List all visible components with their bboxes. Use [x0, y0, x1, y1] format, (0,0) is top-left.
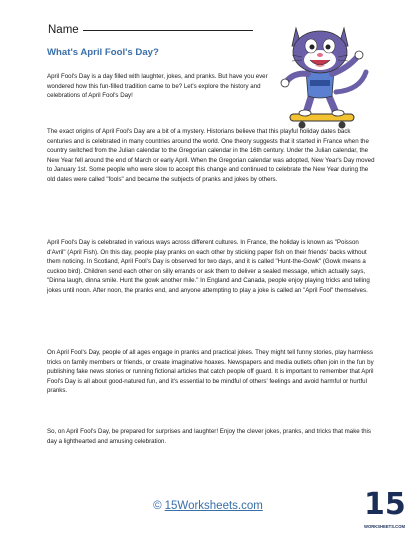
skateboarding-cat-icon: [262, 10, 382, 130]
site-logo: [364, 488, 404, 534]
footer-site-link[interactable]: 15Worksheets.com: [164, 500, 263, 512]
paragraph-pranks: On April Fool's Day, people of all ages engage in pranks and practical jokes. They might tell funny stories, play harmless tricks on family members or friends, or create imaginative hoaxes. Newspapers and media outlets often join in the fun by publishing fake news stories or running fictional articles that catch people off guard. It is important to remember that April Fool's Day is all about good-natured fun, and it's essential to be mindful of others' feelings and avoid harmful or hurtful pranks.: [47, 349, 374, 395]
page-title: What's April Fool's Day?: [47, 47, 159, 58]
name-field[interactable]: [48, 24, 253, 36]
name-label: Name: [48, 24, 79, 36]
copyright-symbol: ©: [153, 500, 162, 512]
paragraph-origins: The exact origins of April Fool's Day are a bit of a mystery. Historians believe that this playful holiday dates back centuries and is celebrated in many countries around the world. One theory suggests that it started in France when the country switched from the Julian calendar to the Gregorian calendar in the 16th century. Under the Julian calendar, the New Year fell around the end of March or early April. When the Gregorian calendar was adopted, New Year's Day moved to January 1st. Some people who were slow to accept this change and continued to celebrate the New Year during the old dates were called "fools" and became the subjects of pranks and jokes by others.: [47, 128, 375, 183]
footer: [0, 500, 416, 512]
paragraph-intro: April Fool's Day is a day filled with laughter, jokes, and pranks. But have you ever wondered how this fun-filled tradition came to be? Let's explore the history and celebrations of April Fool's Day!: [47, 73, 268, 100]
logo-number: 15: [364, 487, 406, 522]
paragraph-conclusion: So, on April Fool's Day, be prepared for surprises and laughter! Enjoy the clever jokes, pranks, and tricks that make this day a lighthearted and amusing celebration.: [47, 428, 371, 445]
name-line[interactable]: [83, 30, 253, 31]
paragraph-celebrations: April Fool's Day is celebrated in various ways across different cultures. In France, the holiday is known as "Poisson d'Avril" (April Fish). On this day, people play pranks on each other by sticking paper fish on their friends' backs without them noticing. In Scotland, April Fool's Day is observed for two days, and it is called "Hunt-the-Gowk" (Gowk means a cuckoo bird). Children send each other on silly errands or ask them to deliver a sealed message, which actually says, "Dinna laugh, dinna smile. Hunt the gowk another mile." In England and Canada, people enjoy playing tricks and telling jokes until noon. After noon, the pranks end, and anyone attempting to play a joke is called an "April Fool" themselves.: [47, 239, 370, 294]
logo-text: WORKSHEETS.COM: [364, 524, 405, 529]
